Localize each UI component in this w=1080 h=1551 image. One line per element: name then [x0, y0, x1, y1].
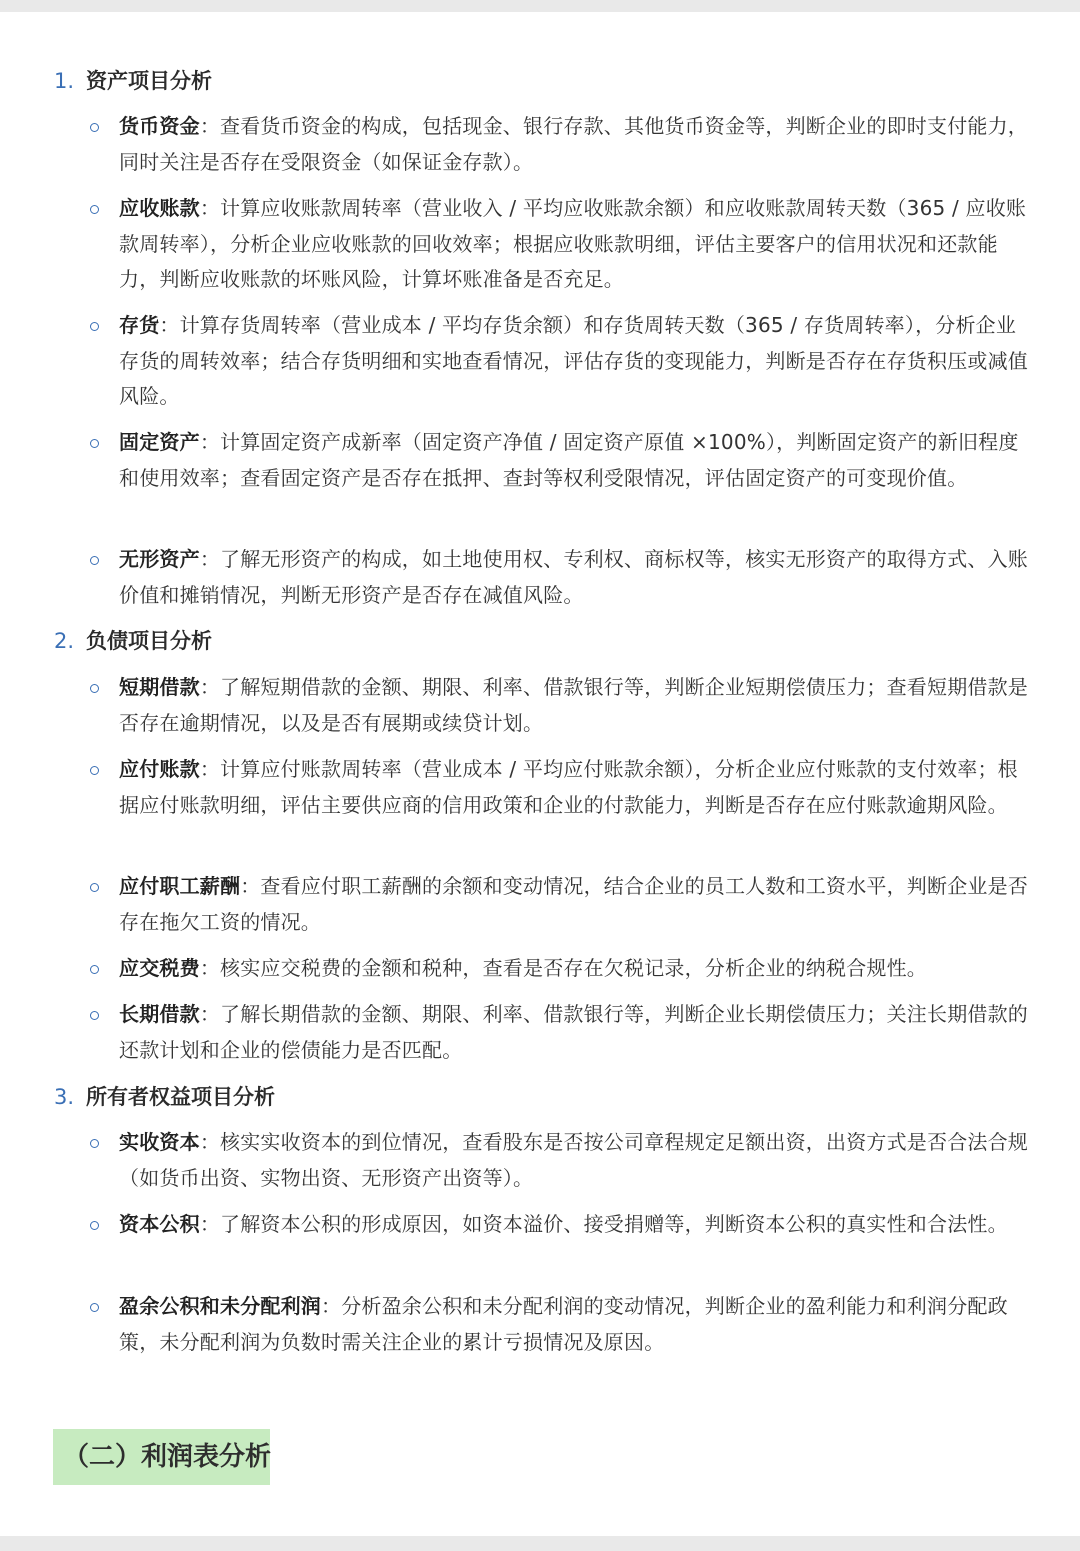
section-number: 2.	[54, 629, 75, 653]
item-label: 应付账款	[119, 757, 200, 781]
item-label: 存货	[119, 313, 160, 337]
circle-bullet-icon	[90, 965, 99, 974]
item-label: 短期借款	[119, 675, 200, 699]
list-item-text	[119, 1289, 1029, 1360]
circle-bullet-icon	[90, 1011, 99, 1020]
section-title-assets	[54, 66, 212, 96]
item-body: ：计算固定资产成新率（固定资产净值 / 固定资产原值 ×100%），判断固定资产的新旧程度和使用效率；查看固定资产是否存在抵押、查封等权利受限情况，评估固定资产的可变现价值。	[119, 430, 1019, 490]
section-title-text: 负债项目分析	[86, 629, 213, 653]
circle-bullet-icon	[90, 123, 99, 132]
circle-bullet-icon	[90, 205, 99, 214]
document-page	[0, 12, 1080, 1536]
item-label: 资本公积	[119, 1212, 200, 1236]
list-item-text	[119, 542, 1029, 613]
section-title-equity	[54, 1082, 275, 1112]
item-label: 盈余公积和未分配利润	[119, 1294, 321, 1318]
item-label: 实收资本	[119, 1130, 200, 1154]
item-label: 应付职工薪酬	[119, 874, 241, 898]
section-title-liabilities	[54, 626, 212, 656]
item-label: 长期借款	[119, 1002, 200, 1026]
item-body: ：核实实收资本的到位情况，查看股东是否按公司章程规定足额出资，出资方式是否合法合规（如货币出资、实物出资、无形资产出资等）。	[119, 1130, 1029, 1190]
item-body: ：了解无形资产的构成，如土地使用权、专利权、商标权等，核实无形资产的取得方式、入账价值和摊销情况，判断无形资产是否存在减值风险。	[119, 547, 1029, 607]
circle-bullet-icon	[90, 883, 99, 892]
section-number: 3.	[54, 1085, 75, 1109]
circle-bullet-icon	[90, 766, 99, 775]
item-body: ：核实应交税费的金额和税种，查看是否存在欠税记录，分析企业的纳税合规性。	[199, 956, 928, 980]
item-body: ：了解短期借款的金额、期限、利率、借款银行等，判断企业短期偿债压力；查看短期借款是否存在逾期情况，以及是否有展期或续贷计划。	[119, 675, 1029, 735]
list-item-text	[119, 869, 1029, 940]
item-body: ：计算应付账款周转率（营业成本 / 平均应付账款余额），分析企业应付账款的支付效率；根据应付账款明细，评估主要供应商的信用政策和企业的付款能力，判断是否存在应付账款逾期风险。	[119, 757, 1018, 817]
list-item-text	[119, 191, 1029, 298]
list-item-text	[119, 997, 1029, 1068]
heading-text: （二）利润表分析	[63, 1442, 272, 1472]
circle-bullet-icon	[90, 1221, 99, 1230]
list-item-text	[119, 670, 1029, 741]
item-body: ：了解资本公积的形成原因，如资本溢价、接受捐赠等，判断资本公积的真实性和合法性。	[199, 1212, 1008, 1236]
list-item-text	[119, 109, 1029, 180]
circle-bullet-icon	[90, 1139, 99, 1148]
list-item-text	[119, 752, 1029, 823]
item-body: ：查看货币资金的构成，包括现金、银行存款、其他货币资金等，判断企业的即时支付能力，同时关注是否存在受限资金（如保证金存款）。	[119, 114, 1029, 174]
heading-profit-statement	[53, 1429, 270, 1485]
circle-bullet-icon	[90, 322, 99, 331]
circle-bullet-icon	[90, 684, 99, 693]
item-body: ：计算应收账款周转率（营业收入 / 平均应收账款余额）和应收账款周转天数（365 / 应收账款周转率），分析企业应收账款的回收效率；根据应收账款明细，评估主要客户的信用状况和还款能力，判断应收账款的坏账风险，计算坏账准备是否充足。	[119, 196, 1027, 291]
item-body: ：分析盈余公积和未分配利润的变动情况，判断企业的盈利能力和利润分配政策，未分配利润为负数时需关注企业的累计亏损情况及原因。	[119, 1294, 1008, 1354]
item-label: 固定资产	[119, 430, 200, 454]
item-label: 货币资金	[119, 114, 200, 138]
section-title-text: 资产项目分析	[86, 69, 213, 93]
item-label: 无形资产	[119, 547, 200, 571]
list-item-text	[119, 951, 1029, 987]
item-body: ：了解长期借款的金额、期限、利率、借款银行等，判断企业长期偿债压力；关注长期借款的还款计划和企业的偿债能力是否匹配。	[119, 1002, 1029, 1062]
item-body: ：查看应付职工薪酬的余额和变动情况，结合企业的员工人数和工资水平，判断企业是否存在拖欠工资的情况。	[119, 874, 1029, 934]
item-label: 应收账款	[119, 196, 200, 220]
list-item-text	[119, 1207, 1029, 1243]
circle-bullet-icon	[90, 1303, 99, 1312]
item-body: ：计算存货周转率（营业成本 / 平均存货余额）和存货周转天数（365 / 存货周转率），分析企业存货的周转效率；结合存货明细和实地查看情况，评估存货的变现能力，判断是否存在存货积压或减值风险。	[119, 313, 1028, 408]
circle-bullet-icon	[90, 439, 99, 448]
item-label: 应交税费	[119, 956, 200, 980]
list-item-text	[119, 308, 1029, 415]
list-item-text	[119, 1125, 1029, 1196]
list-item-text	[119, 425, 1029, 496]
section-number: 1.	[54, 69, 75, 93]
section-title-text: 所有者权益项目分析	[86, 1085, 276, 1109]
circle-bullet-icon	[90, 556, 99, 565]
